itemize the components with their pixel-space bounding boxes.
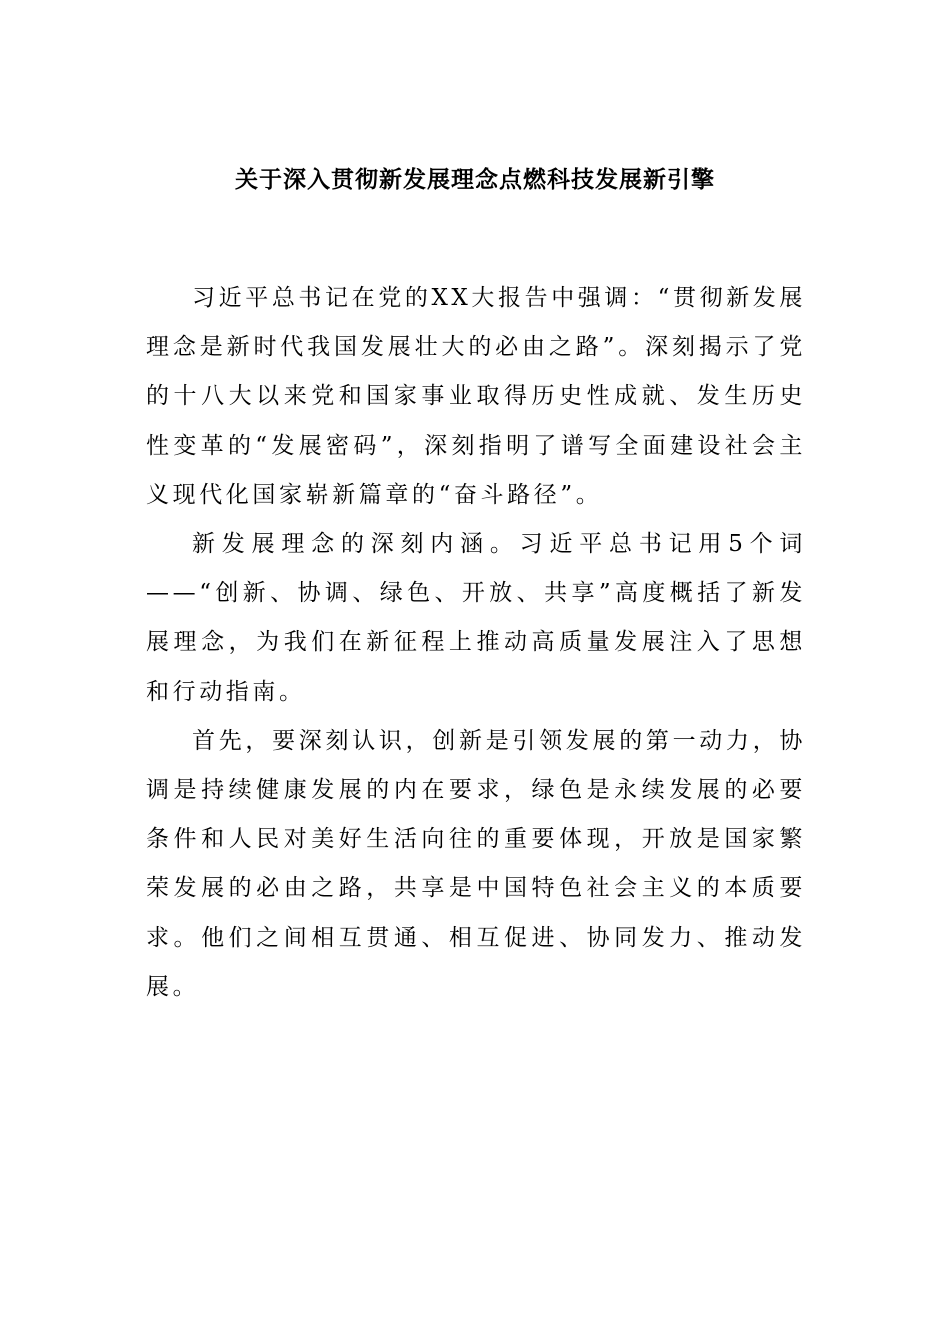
- paragraph-1: 习近平总书记在党的XX大报告中强调：“贯彻新发展理念是新时代我国发展壮大的必由之路”。深刻揭示了党的十八大以来党和国家事业取得历史性成就、发生历史性变革的“发展密码”，深刻指明了谱写全面建设社会主义现代化国家崭新篇章的“奋斗路径”。: [146, 285, 806, 508]
- paragraph-2: 新发展理念的深刻内涵。习近平总书记用5个词——“创新、协调、绿色、开放、共享”高度概括了新发展理念，为我们在新征程上推动高质量发展注入了思想和行动指南。: [146, 531, 806, 705]
- paragraph-3: 首先，要深刻认识，创新是引领发展的第一动力，协调是持续健康发展的内在要求，绿色是永续发展的必要条件和人民对美好生活向往的重要体现，开放是国家繁荣发展的必由之路，共享是中国特色社会主义的本质要求。他们之间相互贯通、相互促进、协同发力、推动发展。: [146, 727, 806, 1000]
- document-title: 关于深入贯彻新发展理念点燃科技发展新引擎: [235, 166, 715, 193]
- document-body: [146, 274, 806, 1012]
